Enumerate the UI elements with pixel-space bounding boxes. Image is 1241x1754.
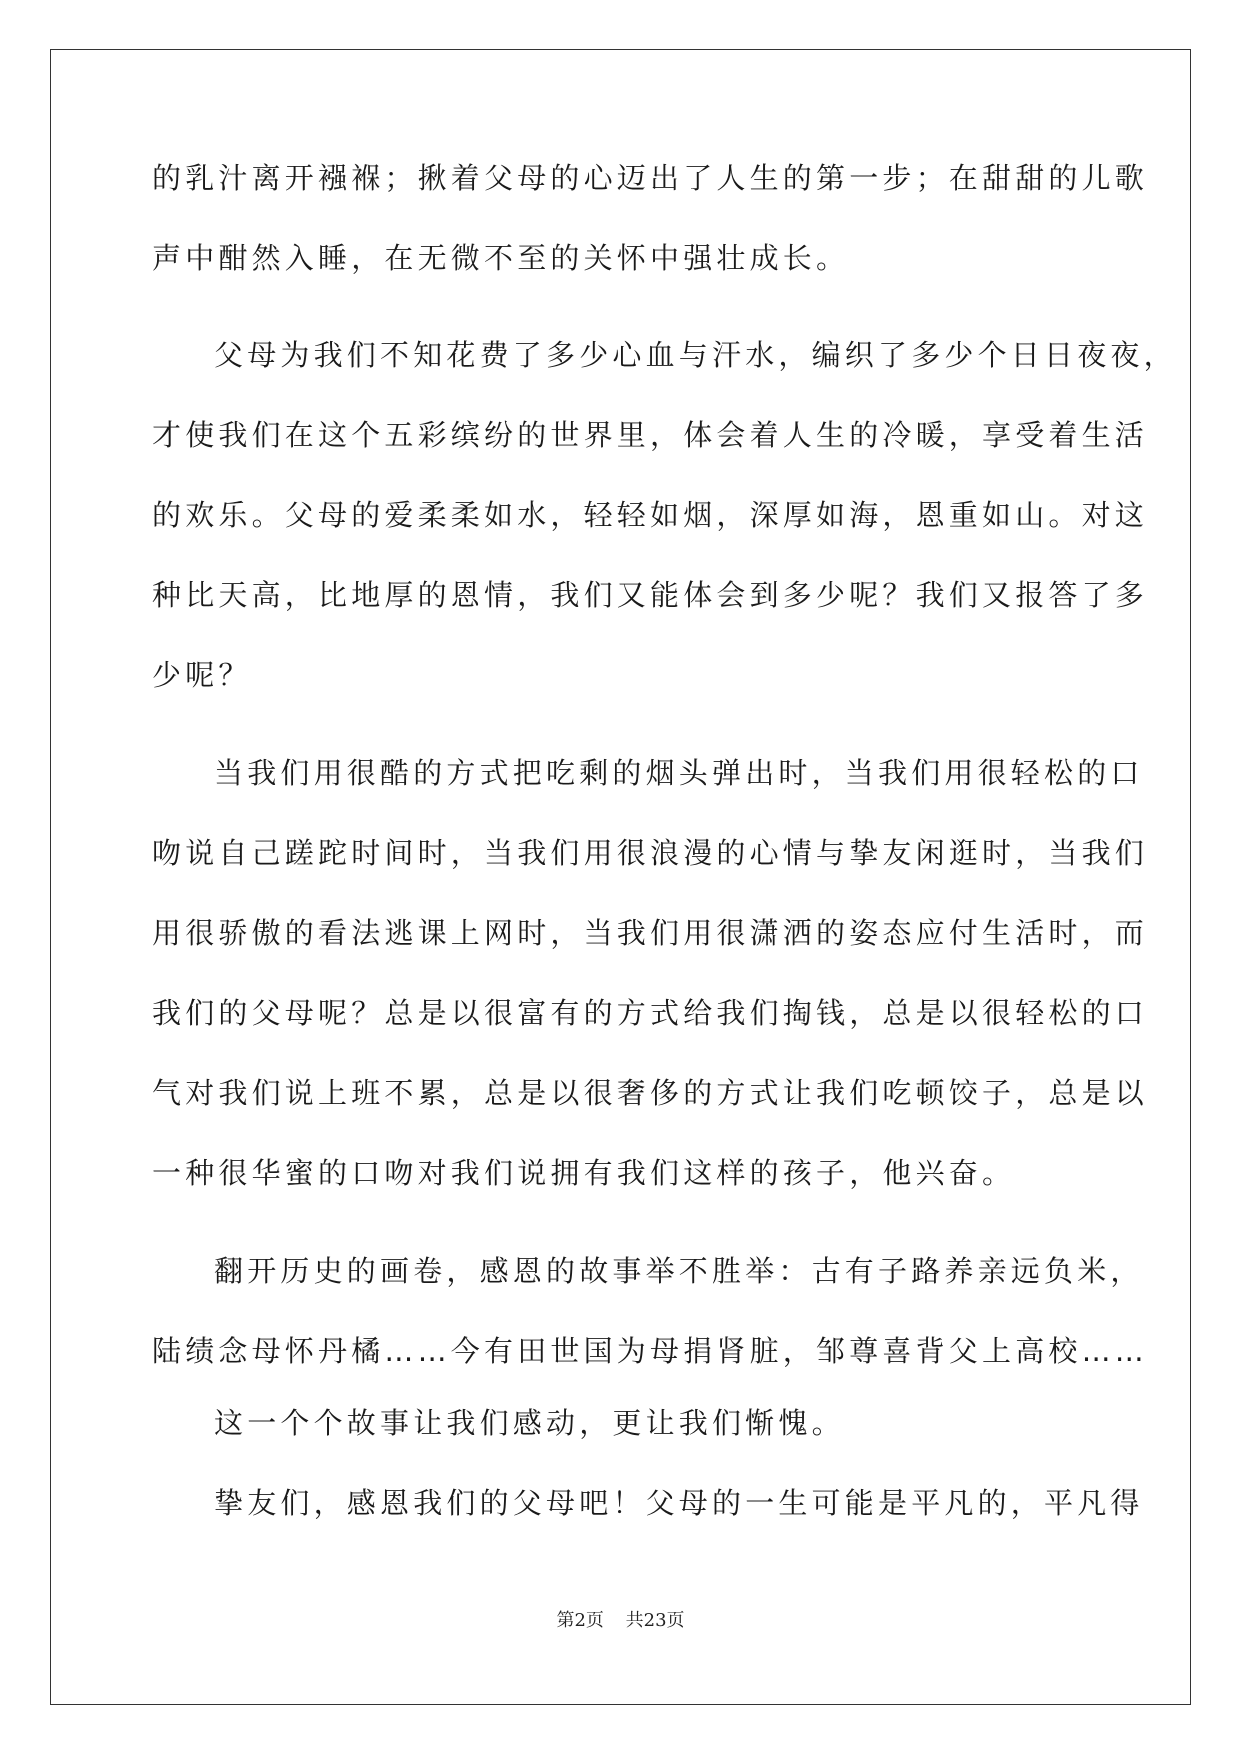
text-line: 少呢？ — [152, 658, 252, 692]
text-line: 的欢乐。父母的爱柔柔如水，轻轻如烟，深厚如海，恩重如山。对这 — [152, 498, 1149, 532]
page-number: 第2页 — [556, 1610, 604, 1631]
text-line: 一种很华蜜的口吻对我们说拥有我们这样的孩子，他兴奋。 — [152, 1156, 1016, 1190]
text-line: 用很骄傲的看法逃课上网时，当我们用很潇洒的姿态应付生活时，而 — [152, 916, 1149, 950]
text-line: 我们的父母呢？总是以很富有的方式给我们掏钱，总是以很轻松的口 — [152, 996, 1149, 1030]
total-pages: 共23页 — [625, 1610, 685, 1631]
paragraph-first-line: 挚友们，感恩我们的父母吧！父母的一生可能是平凡的，平凡得 — [214, 1486, 1144, 1520]
text-line: 吻说自己蹉跎时间时，当我们用很浪漫的心情与挚友闲逛时，当我们 — [152, 836, 1149, 870]
text-line: 的乳汁离开襁褓；揪着父母的心迈出了人生的第一步；在甜甜的儿歌 — [152, 161, 1149, 195]
page-footer — [0, 1606, 1241, 1632]
text-line: 陆绩念母怀丹橘……今有田世国为母捐肾脏，邹尊喜背父上高校…… — [152, 1334, 1149, 1368]
paragraph-first-line: 这一个个故事让我们感动，更让我们惭愧。 — [214, 1406, 845, 1440]
text-line: 种比天高，比地厚的恩情，我们又能体会到多少呢？我们又报答了多 — [152, 578, 1149, 612]
text-line: 才使我们在这个五彩缤纷的世界里，体会着人生的冷暖，享受着生活 — [152, 418, 1149, 452]
text-line: 声中酣然入睡，在无微不至的关怀中强壮成长。 — [152, 241, 850, 275]
page-frame — [50, 49, 1191, 1705]
paragraph-first-line: 父母为我们不知花费了多少心血与汗水，编织了多少个日日夜夜， — [214, 338, 1177, 372]
paragraph-first-line: 当我们用很酷的方式把吃剩的烟头弹出时，当我们用很轻松的口 — [214, 756, 1144, 790]
paragraph-first-line: 翻开历史的画卷，感恩的故事举不胜举：古有子路养亲远负米， — [214, 1254, 1144, 1288]
text-line: 气对我们说上班不累，总是以很奢侈的方式让我们吃顿饺子，总是以 — [152, 1076, 1149, 1110]
